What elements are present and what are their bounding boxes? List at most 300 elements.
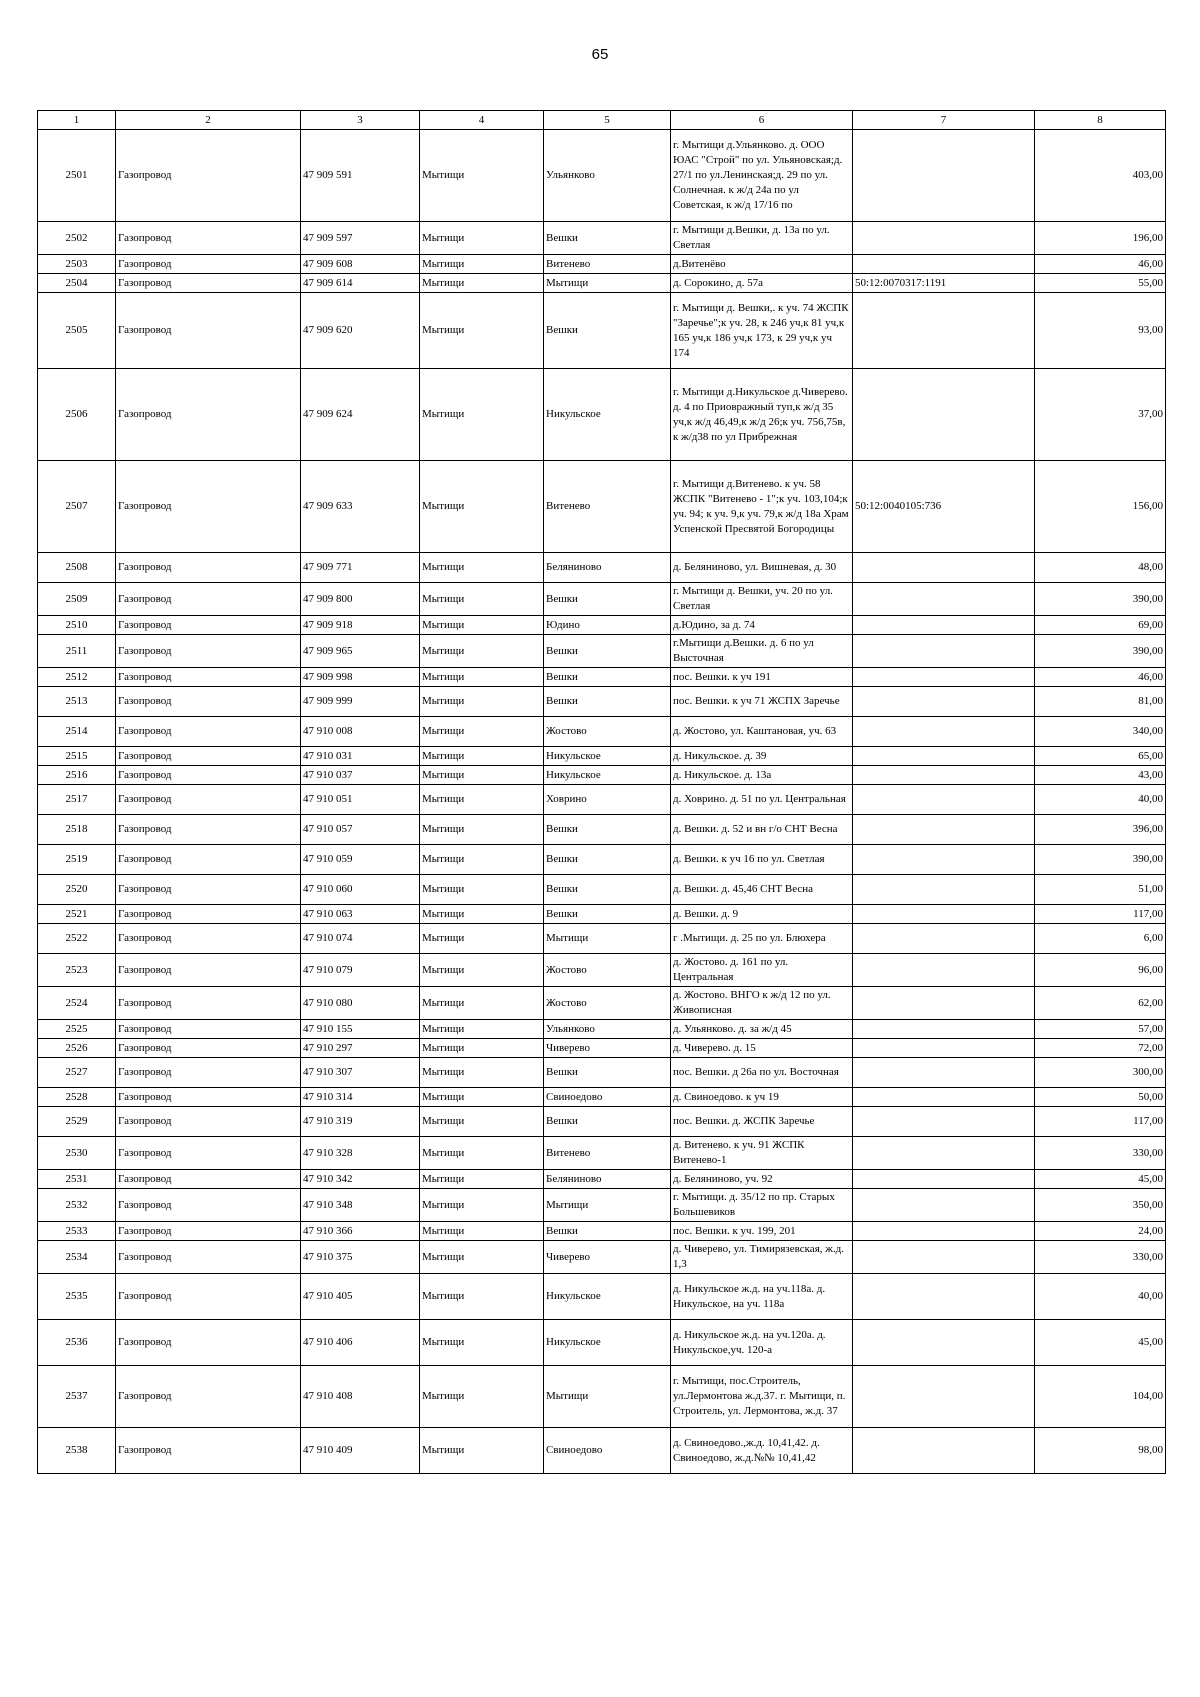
length-value-cell: 300,00 [1035, 1058, 1166, 1088]
length-value-cell: 156,00 [1035, 461, 1166, 553]
district-cell: Мытищи [420, 1320, 544, 1366]
code-cell: 47 909 918 [301, 616, 420, 635]
locality-cell: Витенево [544, 255, 671, 274]
address-cell: г. Мытищи д.Ульянково. д. ООО ЮАС "Строй" по ул. Ульяновская;д. 27/1 по ул.Ленинская;д. 29 по ул. Солнечная. к ж/д 24а по ул Советская, к ж/д 17/16 по [671, 130, 853, 222]
address-cell: д. Вешки. д. 45,46 СНТ Весна [671, 875, 853, 905]
district-cell: Мытищи [420, 845, 544, 875]
row-number-cell: 2507 [38, 461, 116, 553]
object-type-cell: Газопровод [116, 1428, 301, 1474]
cadastral-number-cell [853, 255, 1035, 274]
row-number-cell: 2534 [38, 1241, 116, 1274]
row-number-cell: 2521 [38, 905, 116, 924]
row-number-cell: 2528 [38, 1088, 116, 1107]
row-number-cell: 2513 [38, 687, 116, 717]
length-value-cell: 81,00 [1035, 687, 1166, 717]
row-number-cell: 2508 [38, 553, 116, 583]
address-cell: г. Мытищи, пос.Строитель, ул.Лермонтова ж.д.37. г. Мытищи, п. Строитель, ул. Лермонтова, ж.д. 37 [671, 1366, 853, 1428]
locality-cell: Чиверево [544, 1039, 671, 1058]
page-number: 65 [591, 46, 609, 63]
district-cell: Мытищи [420, 987, 544, 1020]
cadastral-number-cell [853, 1428, 1035, 1474]
object-type-cell: Газопровод [116, 1222, 301, 1241]
code-cell: 47 910 366 [301, 1222, 420, 1241]
locality-cell: Мытищи [544, 1189, 671, 1222]
length-value-cell: 330,00 [1035, 1241, 1166, 1274]
locality-cell: Витенево [544, 461, 671, 553]
cadastral-number-cell [853, 1222, 1035, 1241]
object-type-cell: Газопровод [116, 1274, 301, 1320]
locality-cell: Никульское [544, 747, 671, 766]
district-cell: Мытищи [420, 1107, 544, 1137]
registry-body [38, 130, 1166, 1474]
length-value-cell: 196,00 [1035, 222, 1166, 255]
district-cell: Мытищи [420, 747, 544, 766]
table-row [38, 274, 1166, 293]
locality-cell: Жостово [544, 987, 671, 1020]
cadastral-number-cell [853, 293, 1035, 369]
length-value-cell: 390,00 [1035, 635, 1166, 668]
object-type-cell: Газопровод [116, 815, 301, 845]
locality-cell: Вешки [544, 668, 671, 687]
length-value-cell: 390,00 [1035, 583, 1166, 616]
length-value-cell: 96,00 [1035, 954, 1166, 987]
locality-cell: Свиноедово [544, 1428, 671, 1474]
table-row [38, 668, 1166, 687]
locality-cell: Витенево [544, 1137, 671, 1170]
length-value-cell: 40,00 [1035, 1274, 1166, 1320]
cadastral-number-cell [853, 1241, 1035, 1274]
district-cell: Мытищи [420, 635, 544, 668]
address-cell: пос. Вешки. д. ЖСПК Заречье [671, 1107, 853, 1137]
table-row [38, 1222, 1166, 1241]
object-type-cell: Газопровод [116, 766, 301, 785]
cadastral-number-cell [853, 616, 1035, 635]
row-number-cell: 2529 [38, 1107, 116, 1137]
length-value-cell: 62,00 [1035, 987, 1166, 1020]
code-cell: 47 910 406 [301, 1320, 420, 1366]
length-value-cell: 46,00 [1035, 668, 1166, 687]
object-type-cell: Газопровод [116, 274, 301, 293]
table-row [38, 461, 1166, 553]
cadastral-number-cell [853, 222, 1035, 255]
cadastral-number-cell [853, 1170, 1035, 1189]
address-cell: г. Мытищи. д. 35/12 по пр. Старых Большевиков [671, 1189, 853, 1222]
code-cell: 47 910 328 [301, 1137, 420, 1170]
table-row [38, 222, 1166, 255]
table-row [38, 815, 1166, 845]
row-number-cell: 2519 [38, 845, 116, 875]
row-number-cell: 2531 [38, 1170, 116, 1189]
code-cell: 47 910 342 [301, 1170, 420, 1189]
address-cell: д. Никульское ж.д. на уч.120а. д. Никульское,уч. 120-а [671, 1320, 853, 1366]
length-value-cell: 350,00 [1035, 1189, 1166, 1222]
object-type-cell: Газопровод [116, 583, 301, 616]
table-row [38, 635, 1166, 668]
length-value-cell: 45,00 [1035, 1320, 1166, 1366]
address-cell: д. Никульское ж.д. на уч.118а. д. Никульское, на уч. 118а [671, 1274, 853, 1320]
table-row [38, 924, 1166, 954]
length-value-cell: 403,00 [1035, 130, 1166, 222]
locality-cell: Вешки [544, 583, 671, 616]
address-cell: пос. Вешки. к уч 71 ЖСПХ Заречье [671, 687, 853, 717]
address-cell: д. Чиверево. д. 15 [671, 1039, 853, 1058]
object-type-cell: Газопровод [116, 875, 301, 905]
code-cell: 47 909 624 [301, 369, 420, 461]
row-number-cell: 2501 [38, 130, 116, 222]
district-cell: Мытищи [420, 1241, 544, 1274]
locality-cell: Чиверево [544, 1241, 671, 1274]
cadastral-number-cell [853, 766, 1035, 785]
column-header: 5 [544, 111, 671, 130]
length-value-cell: 24,00 [1035, 1222, 1166, 1241]
address-cell: д. Жостово, ул. Каштановая, уч. 63 [671, 717, 853, 747]
row-number-cell: 2502 [38, 222, 116, 255]
district-cell: Мытищи [420, 130, 544, 222]
length-value-cell: 396,00 [1035, 815, 1166, 845]
length-value-cell: 117,00 [1035, 1107, 1166, 1137]
table-row [38, 1058, 1166, 1088]
registry-table [37, 110, 1166, 1474]
column-header: 1 [38, 111, 116, 130]
table-row [38, 875, 1166, 905]
object-type-cell: Газопровод [116, 1020, 301, 1039]
code-cell: 47 910 405 [301, 1274, 420, 1320]
cadastral-number-cell [853, 687, 1035, 717]
code-cell: 47 910 408 [301, 1366, 420, 1428]
code-cell: 47 910 409 [301, 1428, 420, 1474]
address-cell: г.Мытищи д.Вешки. д. 6 по ул Высточная [671, 635, 853, 668]
row-number-cell: 2509 [38, 583, 116, 616]
cadastral-number-cell [853, 747, 1035, 766]
code-cell: 47 910 155 [301, 1020, 420, 1039]
district-cell: Мытищи [420, 717, 544, 747]
code-cell: 47 910 079 [301, 954, 420, 987]
locality-cell: Вешки [544, 293, 671, 369]
code-cell: 47 909 597 [301, 222, 420, 255]
header-row [38, 111, 1166, 130]
district-cell: Мытищи [420, 461, 544, 553]
length-value-cell: 40,00 [1035, 785, 1166, 815]
table-row [38, 583, 1166, 616]
table-row [38, 1366, 1166, 1428]
district-cell: Мытищи [420, 687, 544, 717]
row-number-cell: 2522 [38, 924, 116, 954]
length-value-cell: 104,00 [1035, 1366, 1166, 1428]
length-value-cell: 48,00 [1035, 553, 1166, 583]
row-number-cell: 2518 [38, 815, 116, 845]
address-cell: д. Чиверево, ул. Тимирязевская, ж.д. 1,3 [671, 1241, 853, 1274]
code-cell: 47 910 319 [301, 1107, 420, 1137]
object-type-cell: Газопровод [116, 293, 301, 369]
table-row [38, 1137, 1166, 1170]
district-cell: Мытищи [420, 815, 544, 845]
object-type-cell: Газопровод [116, 1170, 301, 1189]
column-header: 2 [116, 111, 301, 130]
column-header: 3 [301, 111, 420, 130]
cadastral-number-cell [853, 987, 1035, 1020]
cadastral-number-cell [853, 1058, 1035, 1088]
cadastral-number-cell [853, 130, 1035, 222]
locality-cell: Свиноедово [544, 1088, 671, 1107]
cadastral-number-cell [853, 1107, 1035, 1137]
table-row [38, 616, 1166, 635]
code-cell: 47 910 348 [301, 1189, 420, 1222]
cadastral-number-cell: 50:12:0070317:1191 [853, 274, 1035, 293]
district-cell: Мытищи [420, 954, 544, 987]
district-cell: Мытищи [420, 924, 544, 954]
locality-cell: Жостово [544, 954, 671, 987]
locality-cell: Беляниново [544, 1170, 671, 1189]
table-row [38, 766, 1166, 785]
district-cell: Мытищи [420, 274, 544, 293]
locality-cell: Юдино [544, 616, 671, 635]
row-number-cell: 2533 [38, 1222, 116, 1241]
locality-cell: Ховрино [544, 785, 671, 815]
object-type-cell: Газопровод [116, 1320, 301, 1366]
cadastral-number-cell [853, 635, 1035, 668]
row-number-cell: 2511 [38, 635, 116, 668]
table-row [38, 1428, 1166, 1474]
address-cell: д. Вешки. д. 9 [671, 905, 853, 924]
row-number-cell: 2536 [38, 1320, 116, 1366]
row-number-cell: 2532 [38, 1189, 116, 1222]
locality-cell: Мытищи [544, 924, 671, 954]
length-value-cell: 65,00 [1035, 747, 1166, 766]
address-cell: д. Витенево. к уч. 91 ЖСПК Витенево-1 [671, 1137, 853, 1170]
address-cell: г. Мытищи д.Никульское д.Чиверево. д. 4 по Приовражный туп,к ж/д 35 уч,к ж/д 46,49,к ж/д 26;к уч. 756,75в, к ж/д38 по ул Прибрежная [671, 369, 853, 461]
cadastral-number-cell [853, 954, 1035, 987]
cadastral-number-cell [853, 924, 1035, 954]
table-row [38, 255, 1166, 274]
length-value-cell: 72,00 [1035, 1039, 1166, 1058]
table-row [38, 1039, 1166, 1058]
object-type-cell: Газопровод [116, 954, 301, 987]
cadastral-number-cell [853, 815, 1035, 845]
object-type-cell: Газопровод [116, 616, 301, 635]
district-cell: Мытищи [420, 1274, 544, 1320]
code-cell: 47 910 037 [301, 766, 420, 785]
district-cell: Мытищи [420, 616, 544, 635]
district-cell: Мытищи [420, 785, 544, 815]
locality-cell: Вешки [544, 635, 671, 668]
cadastral-number-cell [853, 1088, 1035, 1107]
district-cell: Мытищи [420, 1137, 544, 1170]
length-value-cell: 46,00 [1035, 255, 1166, 274]
table-row [38, 1320, 1166, 1366]
locality-cell: Вешки [544, 875, 671, 905]
row-number-cell: 2514 [38, 717, 116, 747]
length-value-cell: 98,00 [1035, 1428, 1166, 1474]
locality-cell: Вешки [544, 222, 671, 255]
length-value-cell: 55,00 [1035, 274, 1166, 293]
column-header: 7 [853, 111, 1035, 130]
length-value-cell: 330,00 [1035, 1137, 1166, 1170]
length-value-cell: 390,00 [1035, 845, 1166, 875]
row-number-cell: 2530 [38, 1137, 116, 1170]
district-cell: Мытищи [420, 1058, 544, 1088]
code-cell: 47 910 297 [301, 1039, 420, 1058]
address-cell: д. Свиноедово.,ж.д. 10,41,42. д. Свиноедово, ж.д.№№ 10,41,42 [671, 1428, 853, 1474]
locality-cell: Вешки [544, 815, 671, 845]
locality-cell: Никульское [544, 1274, 671, 1320]
locality-cell: Жостово [544, 717, 671, 747]
address-cell: д.Юдино, за д. 74 [671, 616, 853, 635]
table-row [38, 1088, 1166, 1107]
table-row [38, 954, 1166, 987]
code-cell: 47 909 614 [301, 274, 420, 293]
cadastral-number-cell [853, 369, 1035, 461]
object-type-cell: Газопровод [116, 1189, 301, 1222]
code-cell: 47 910 074 [301, 924, 420, 954]
locality-cell: Вешки [544, 845, 671, 875]
code-cell: 47 909 633 [301, 461, 420, 553]
object-type-cell: Газопровод [116, 130, 301, 222]
object-type-cell: Газопровод [116, 635, 301, 668]
table-row [38, 553, 1166, 583]
object-type-cell: Газопровод [116, 369, 301, 461]
row-number-cell: 2535 [38, 1274, 116, 1320]
district-cell: Мытищи [420, 875, 544, 905]
table-row [38, 130, 1166, 222]
table-row [38, 717, 1166, 747]
locality-cell: Вешки [544, 687, 671, 717]
district-cell: Мытищи [420, 1039, 544, 1058]
address-cell: д. Никульское. д. 13а [671, 766, 853, 785]
address-cell: г. Мытищи д. Вешки,. к уч. 74 ЖСПК "Заречье";к уч. 28, к 246 уч,к 81 уч,к 165 уч,к 186 уч,к 173, к 29 уч,к уч 174 [671, 293, 853, 369]
address-cell: д. Вешки. к уч 16 по ул. Светлая [671, 845, 853, 875]
object-type-cell: Газопровод [116, 1366, 301, 1428]
address-cell: д. Ховрино. д. 51 по ул. Центральная [671, 785, 853, 815]
object-type-cell: Газопровод [116, 987, 301, 1020]
district-cell: Мытищи [420, 766, 544, 785]
district-cell: Мытищи [420, 369, 544, 461]
object-type-cell: Газопровод [116, 905, 301, 924]
object-type-cell: Газопровод [116, 1137, 301, 1170]
cadastral-number-cell [853, 905, 1035, 924]
code-cell: 47 910 057 [301, 815, 420, 845]
cadastral-number-cell [853, 1189, 1035, 1222]
length-value-cell: 69,00 [1035, 616, 1166, 635]
district-cell: Мытищи [420, 1088, 544, 1107]
locality-cell: Мытищи [544, 274, 671, 293]
row-number-cell: 2516 [38, 766, 116, 785]
address-cell: г. Мытищи д.Вешки, д. 13а по ул. Светлая [671, 222, 853, 255]
code-cell: 47 909 998 [301, 668, 420, 687]
district-cell: Мытищи [420, 255, 544, 274]
row-number-cell: 2527 [38, 1058, 116, 1088]
cadastral-number-cell [853, 553, 1035, 583]
table-row [38, 1241, 1166, 1274]
object-type-cell: Газопровод [116, 717, 301, 747]
table-row [38, 1020, 1166, 1039]
table-row [38, 845, 1166, 875]
district-cell: Мытищи [420, 1222, 544, 1241]
district-cell: Мытищи [420, 583, 544, 616]
locality-cell: Никульское [544, 1320, 671, 1366]
code-cell: 47 909 591 [301, 130, 420, 222]
object-type-cell: Газопровод [116, 222, 301, 255]
district-cell: Мытищи [420, 668, 544, 687]
table-row [38, 987, 1166, 1020]
locality-cell: Вешки [544, 905, 671, 924]
code-cell: 47 910 008 [301, 717, 420, 747]
length-value-cell: 51,00 [1035, 875, 1166, 905]
district-cell: Мытищи [420, 1020, 544, 1039]
cadastral-number-cell [853, 845, 1035, 875]
object-type-cell: Газопровод [116, 461, 301, 553]
locality-cell: Никульское [544, 369, 671, 461]
address-cell: г. Мытищи д. Вешки, уч. 20 по ул. Светлая [671, 583, 853, 616]
cadastral-number-cell [853, 668, 1035, 687]
table-row [38, 785, 1166, 815]
object-type-cell: Газопровод [116, 687, 301, 717]
row-number-cell: 2524 [38, 987, 116, 1020]
code-cell: 47 910 031 [301, 747, 420, 766]
code-cell: 47 909 771 [301, 553, 420, 583]
length-value-cell: 6,00 [1035, 924, 1166, 954]
table-row [38, 905, 1166, 924]
district-cell: Мытищи [420, 1170, 544, 1189]
row-number-cell: 2526 [38, 1039, 116, 1058]
length-value-cell: 93,00 [1035, 293, 1166, 369]
address-cell: д. Никульское. д. 39 [671, 747, 853, 766]
locality-cell: Вешки [544, 1107, 671, 1137]
row-number-cell: 2538 [38, 1428, 116, 1474]
address-cell: пос. Вешки. д 26а по ул. Восточная [671, 1058, 853, 1088]
length-value-cell: 43,00 [1035, 766, 1166, 785]
row-number-cell: 2525 [38, 1020, 116, 1039]
district-cell: Мытищи [420, 553, 544, 583]
object-type-cell: Газопровод [116, 255, 301, 274]
address-cell: д.Витенёво [671, 255, 853, 274]
address-cell: д. Беляниново, ул. Вишневая, д. 30 [671, 553, 853, 583]
code-cell: 47 910 063 [301, 905, 420, 924]
cadastral-number-cell [853, 1320, 1035, 1366]
code-cell: 47 910 307 [301, 1058, 420, 1088]
cadastral-number-cell [853, 1137, 1035, 1170]
length-value-cell: 117,00 [1035, 905, 1166, 924]
row-number-cell: 2520 [38, 875, 116, 905]
locality-cell: Ульянково [544, 1020, 671, 1039]
address-cell: д. Ульянково. д. за ж/д 45 [671, 1020, 853, 1039]
table-row [38, 747, 1166, 766]
length-value-cell: 340,00 [1035, 717, 1166, 747]
row-number-cell: 2515 [38, 747, 116, 766]
row-number-cell: 2523 [38, 954, 116, 987]
district-cell: Мытищи [420, 1366, 544, 1428]
locality-cell: Никульское [544, 766, 671, 785]
object-type-cell: Газопровод [116, 1107, 301, 1137]
code-cell: 47 909 620 [301, 293, 420, 369]
cadastral-number-cell [853, 1274, 1035, 1320]
code-cell: 47 909 965 [301, 635, 420, 668]
table-row [38, 369, 1166, 461]
locality-cell: Вешки [544, 1222, 671, 1241]
table-row [38, 1274, 1166, 1320]
locality-cell: Мытищи [544, 1366, 671, 1428]
district-cell: Мытищи [420, 1428, 544, 1474]
address-cell: д. Свиноедово. к уч 19 [671, 1088, 853, 1107]
column-header: 8 [1035, 111, 1166, 130]
address-cell: д. Жостово. д. 161 по ул. Центральная [671, 954, 853, 987]
column-header: 4 [420, 111, 544, 130]
object-type-cell: Газопровод [116, 785, 301, 815]
table-row [38, 293, 1166, 369]
code-cell: 47 910 314 [301, 1088, 420, 1107]
column-header: 6 [671, 111, 853, 130]
address-cell: пос. Вешки. к уч 191 [671, 668, 853, 687]
address-cell: д. Жостово. ВНГО к ж/д 12 по ул. Живописная [671, 987, 853, 1020]
